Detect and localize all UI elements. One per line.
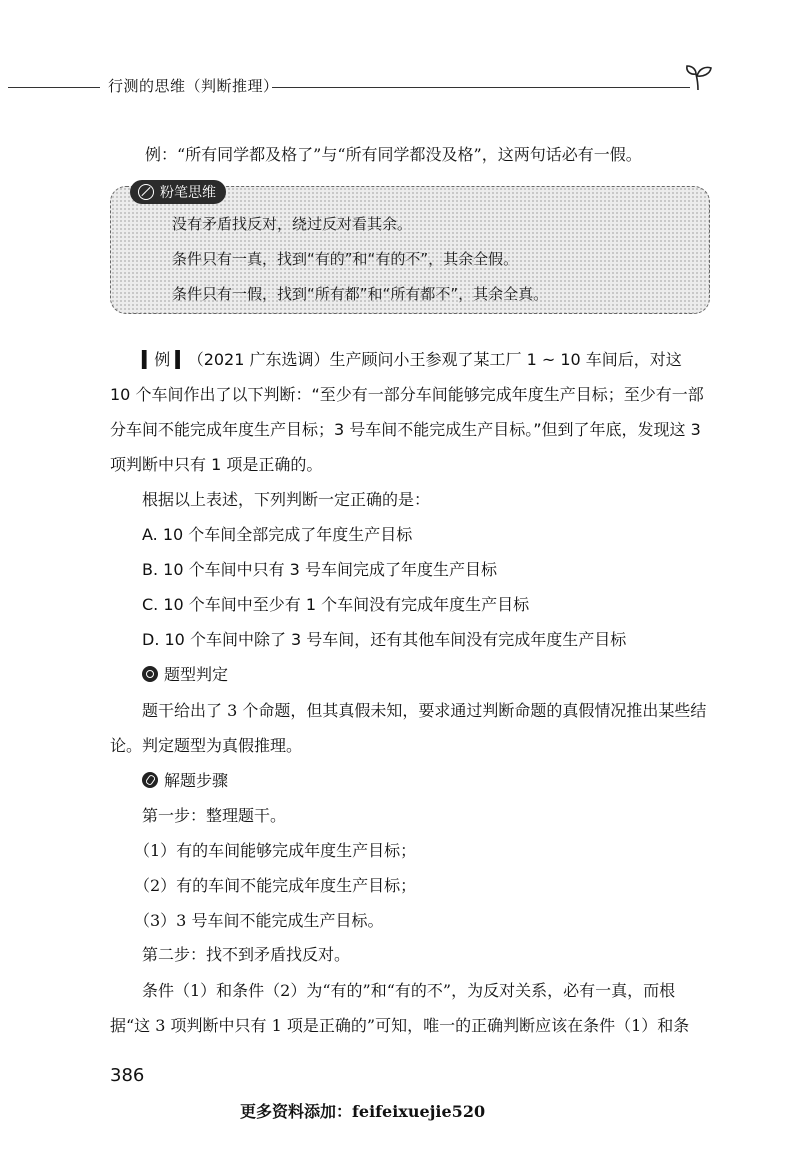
page-number: 386 [110,1065,145,1086]
tip-line: 条件只有一真，找到“有的”和“有的不”，其余全假。 [172,250,519,268]
tip-line: 条件只有一假，找到“所有都”和“所有都不”，其余全真。 [172,285,549,303]
running-header-title: 行测的思维（判断推理） [108,77,279,95]
condition-1: （1）有的车间能够完成年度生产目标； [134,841,417,860]
section-heading-type [142,662,228,685]
option-a: A. 10 个车间全部完成了年度生产目标 [142,525,413,544]
footer-note: 更多资料添加：feifeixuejie520 [240,1102,486,1121]
section-heading-steps [142,768,228,791]
tip-tag [130,180,226,204]
question-line: 10 个车间作出了以下判断：“至少有一部分车间能够完成年度生产目标；至少有一部 [110,385,704,404]
option-c: C. 10 个车间中至少有 1 个车间没有完成年度生产目标 [142,595,530,614]
condition-3: （3）3 号车间不能完成生产目标。 [134,911,384,930]
no-sign-icon [138,184,154,200]
compass-icon [142,666,158,682]
option-d: D. 10 个车间中除了 3 号车间，还有其他车间没有完成年度生产目标 [142,630,627,649]
body-line: 据“这 3 项判断中只有 1 项是正确的”可知，唯一的正确判断应该在条件（1）和条 [110,1016,690,1035]
body-line: 条件（1）和条件（2）为“有的”和“有的不”，为反对关系，必有一真，而根 [142,981,676,1000]
section-title: 题型判定 [164,665,229,684]
header-rule-left [8,87,100,88]
example-sentence: 例：“所有同学都及格了”与“所有同学都没及格”，这两句话必有一假。 [145,145,642,164]
step-1: 第一步：整理题干。 [142,806,287,825]
tip-tag-label: 粉笔思维 [160,185,216,201]
tip-line: 没有矛盾找反对，绕过反对看其余。 [172,215,413,233]
header-rule-right [272,87,690,88]
body-line: 论。判定题型为真假推理。 [110,736,303,755]
condition-2: （2）有的车间不能完成年度生产目标； [134,876,417,895]
sprout-icon [684,62,714,92]
section-title: 解题步骤 [164,771,229,790]
question-line: 分车间不能完成年度生产目标；3 号车间不能完成生产目标。”但到了年底，发现这 3 [110,420,701,439]
body-line: 题干给出了 3 个命题，但其真假未知，要求通过判断命题的真假情况推出某些结 [142,701,707,720]
key-icon [142,772,158,788]
question-line: ▍例 ▍（2021 广东选调）生产顾问小王参观了某工厂 1 ~ 10 车间后，对这 [142,350,682,369]
question-line: 项判断中只有 1 项是正确的。 [110,455,323,474]
step-2: 第二步：找不到矛盾找反对。 [142,945,351,964]
option-b: B. 10 个车间中只有 3 号车间完成了年度生产目标 [142,560,497,579]
question-prompt: 根据以上表述，下列判断一定正确的是： [142,490,431,509]
